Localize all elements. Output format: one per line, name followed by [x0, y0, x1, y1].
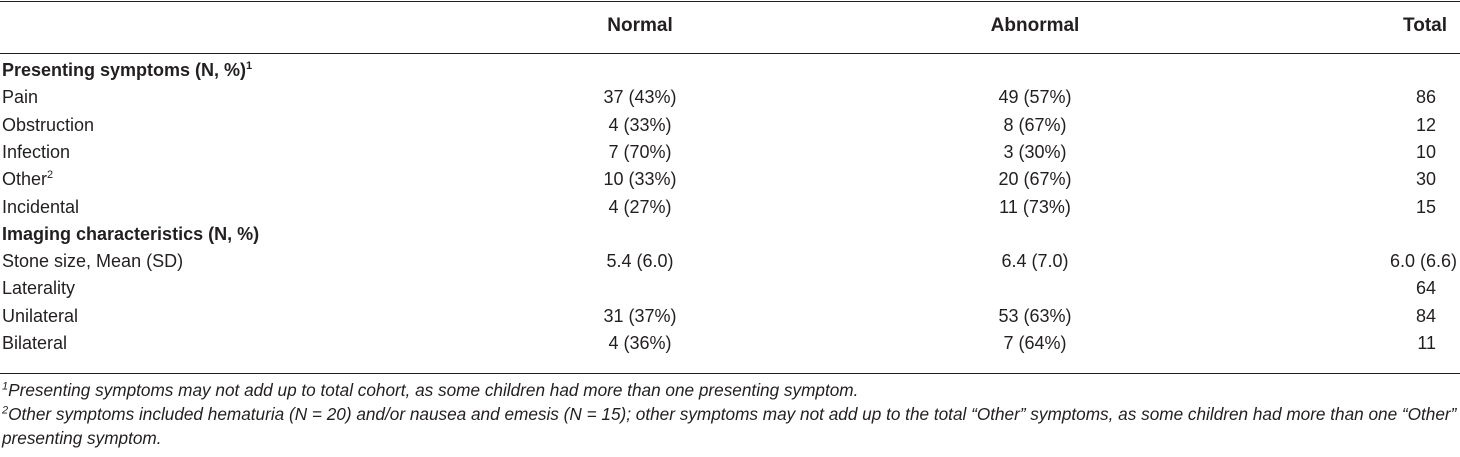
abnormal-cell: 20 (67%) [998, 169, 1072, 189]
top-rule [0, 1, 1460, 2]
footnote-marker: 1 [246, 60, 253, 72]
table-row [0, 166, 1460, 193]
row-label [2, 84, 38, 111]
normal-cell: 4 (27%) [608, 197, 672, 217]
row-label [2, 275, 75, 302]
table-row [0, 275, 1460, 302]
row-label-text: Incidental [2, 197, 80, 217]
row-label-text: Infection [2, 142, 71, 162]
row-label-text: Stone size, Mean (SD) [2, 251, 184, 271]
footnote-text: Other symptoms included hematuria (N = 20) and/or nausea and emesis (N = 15); other symptoms may not add up to the total “Other” symptoms, as some children had more than one “Other” presenting symptom. [2, 404, 1457, 448]
abnormal-cell: 11 (73%) [999, 197, 1071, 217]
total-cell: 6.0 (6.6) [1389, 251, 1457, 271]
row-label [2, 139, 70, 166]
section-label [2, 221, 259, 248]
normal-cell: 5.4 (6.0) [606, 251, 674, 271]
table-row [0, 194, 1460, 221]
table-row [0, 248, 1460, 275]
row-label [2, 194, 79, 221]
abnormal-cell: 7 (64%) [1003, 333, 1067, 353]
abnormal-cell: 3 (30%) [1003, 142, 1067, 162]
abnormal-cell: 8 (67%) [1003, 115, 1067, 135]
row-label-text: Unilateral [2, 306, 79, 326]
total-cell: 86 [1415, 87, 1436, 107]
row-label-text: Pain [2, 87, 39, 107]
normal-cell: 10 (33%) [603, 169, 677, 189]
normal-cell: 4 (33%) [608, 115, 672, 135]
header-abnormal: Abnormal [990, 15, 1080, 36]
bottom-rule [0, 373, 1460, 374]
footnote-mark: 2 [2, 404, 9, 417]
total-cell: 64 [1415, 278, 1436, 298]
table-row [0, 330, 1460, 357]
row-label [2, 166, 53, 193]
section-row [0, 221, 1460, 248]
row-label-text: Imaging characteristics (N, %) [2, 224, 260, 244]
header-normal: Normal [607, 15, 673, 36]
footnotes [2, 378, 1460, 450]
row-label [2, 303, 78, 330]
total-cell: 15 [1415, 197, 1436, 217]
row-label [2, 330, 67, 357]
normal-cell: 7 (70%) [608, 142, 672, 162]
abnormal-cell: 49 (57%) [998, 87, 1072, 107]
total-cell: 10 [1415, 142, 1436, 162]
footnote-mark: 1 [2, 380, 9, 393]
total-cell: 12 [1415, 115, 1436, 135]
abnormal-cell: 6.4 (7.0) [1001, 251, 1069, 271]
row-label-text: Bilateral [2, 333, 68, 353]
table-row [0, 139, 1460, 166]
footnote-text: Presenting symptoms may not add up to total cohort, as some children had more than one presenting symptom. [8, 380, 859, 400]
row-label-text: Obstruction [2, 115, 95, 135]
header-total: Total [1403, 15, 1447, 36]
table-row [0, 84, 1460, 111]
row-label [2, 248, 183, 275]
header-rule [0, 53, 1460, 54]
table-row [0, 303, 1460, 330]
row-label [2, 112, 94, 139]
normal-cell: 31 (37%) [603, 306, 677, 326]
abnormal-cell: 53 (63%) [998, 306, 1072, 326]
row-label-text: Other [2, 169, 48, 189]
footnote-marker: 2 [47, 169, 54, 181]
section-row [0, 57, 1460, 84]
total-cell: 30 [1415, 169, 1436, 189]
row-label-text: Presenting symptoms (N, %) [2, 60, 247, 80]
header-row [0, 12, 1460, 39]
footnote-1 [2, 378, 1460, 402]
normal-cell: 4 (36%) [608, 333, 672, 353]
table-row [0, 112, 1460, 139]
section-label [2, 57, 252, 84]
footnote-2 [2, 402, 1460, 450]
total-cell: 11 [1417, 333, 1436, 353]
row-label-text: Laterality [2, 278, 76, 298]
total-cell: 84 [1415, 306, 1436, 326]
normal-cell: 37 (43%) [603, 87, 677, 107]
